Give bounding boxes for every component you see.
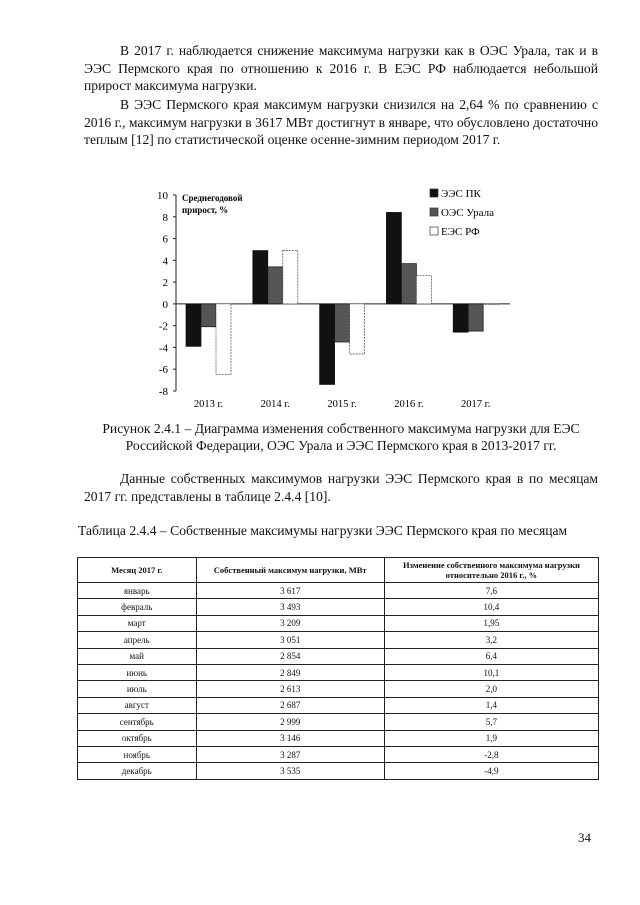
table-caption: Таблица 2.4.4 – Собственные максимумы нагрузки ЭЭС Пермского края по месяцам (78, 523, 568, 538)
table-cell: 3,2 (384, 632, 598, 648)
table-cell: май (78, 648, 197, 664)
bar (253, 251, 268, 304)
table-row (78, 583, 599, 599)
y-tick-label: -8 (158, 386, 168, 398)
table-cell: февраль (78, 599, 197, 615)
table-cell: 3 146 (196, 730, 384, 746)
legend-swatch (430, 208, 438, 216)
header-month: Месяц 2017 г. (78, 558, 197, 583)
table-cell: 3 617 (196, 583, 384, 599)
table-cell: июль (78, 681, 197, 697)
table-cell: сентябрь (78, 714, 197, 730)
table-cell: 1,9 (384, 730, 598, 746)
y-tick-label: 10 (157, 190, 168, 202)
table-cell: март (78, 615, 197, 631)
bar (320, 304, 335, 385)
table-row (78, 730, 599, 746)
table-cell: апрель (78, 632, 197, 648)
table-row (78, 697, 599, 713)
table-row (78, 664, 599, 680)
legend-label: ЭЭС ПК (441, 188, 481, 200)
chart-title-line2: прирост, % (182, 205, 229, 215)
table-cell: ноябрь (78, 746, 197, 762)
y-tick-label: 2 (162, 277, 168, 290)
bar (201, 304, 216, 327)
table-cell: 6,4 (384, 648, 598, 664)
paragraph-1: В 2017 г. наблюдается снижение максимума нагрузки как в ОЭС Урала, так и в ЭЭС Пермского края по отношению к 2016 г. В ЕЭС РФ наблюдается небольшой прирост максимума нагрузки. (84, 43, 598, 93)
table-row (78, 763, 599, 779)
table-cell: 1,95 (384, 615, 598, 631)
bars (186, 212, 498, 384)
table-row (78, 681, 599, 697)
table-row (78, 648, 599, 664)
paragraph-2: В ЭЭС Пермского края максимум нагрузки снизился на 2,64 % по сравнению с 2016 г., максимум нагрузки в 3617 МВт достигнут в январе, что обусловлено достаточно теплым [12] по статистической оценке осенне-зимним периодом 2017 г. (84, 97, 598, 147)
chart-title: Среднегодовой (182, 193, 243, 203)
table-row (78, 632, 599, 648)
y-tick-label: -6 (158, 364, 168, 377)
table-cell: январь (78, 583, 197, 599)
table-cell: 3 051 (196, 632, 384, 648)
bar-chart (140, 183, 540, 413)
table-cell: 5,7 (384, 714, 598, 730)
table-cell: 3 535 (196, 763, 384, 779)
figure-caption: Рисунок 2.4.1 – Диаграмма изменения собственного максимума нагрузки для ЕЭС Российской Федерации, ОЭС Урала и ЭЭС Пермского края в 2013-2017 гг. (102, 421, 580, 453)
table-cell: 3 287 (196, 746, 384, 762)
table-cell: 3 209 (196, 615, 384, 631)
bar (186, 304, 201, 346)
page-number: 34 (578, 830, 591, 845)
bar (453, 304, 468, 332)
y-tick-label: 6 (162, 233, 168, 246)
bar (216, 304, 231, 375)
y-tick-label: 0 (162, 298, 168, 311)
y-tick-label: -2 (158, 320, 168, 333)
x-tick-label: 2013 г. (193, 399, 224, 410)
bar (268, 267, 283, 304)
y-tick-label: 8 (162, 211, 168, 224)
bar (283, 251, 298, 304)
table-row (78, 615, 599, 631)
table-cell: -2,8 (384, 746, 598, 762)
y-tick-label: -4 (158, 342, 168, 355)
table-cell: 2 999 (196, 714, 384, 730)
table-cell: 2,0 (384, 681, 598, 697)
bar (416, 276, 431, 304)
table-cell: -4,9 (384, 763, 598, 779)
bar (483, 304, 498, 305)
table-cell: 2 613 (196, 681, 384, 697)
legend-swatch (430, 227, 438, 235)
x-axis-labels (194, 399, 491, 410)
header-max-load: Собственный максимум нагрузки, МВт (196, 558, 384, 583)
table-cell: декабрь (78, 763, 197, 779)
table-cell: август (78, 697, 197, 713)
legend (430, 188, 494, 238)
table-cell: 7,6 (384, 583, 598, 599)
table-row (78, 599, 599, 615)
x-tick-label: 2017 г. (461, 399, 491, 410)
x-tick-label: 2015 г. (327, 399, 357, 410)
table-cell: 1,4 (384, 697, 598, 713)
x-tick-label: 2014 г. (260, 399, 290, 410)
x-tick-label: 2016 г. (394, 399, 424, 410)
legend-label: ЕЭС РФ (441, 226, 480, 238)
legend-swatch (430, 189, 438, 197)
table-cell: 2 687 (196, 697, 384, 713)
table-cell: 2 849 (196, 664, 384, 680)
table-row (78, 746, 599, 762)
legend-label: ОЭС Урала (441, 207, 494, 219)
header-change: Изменение собственного максимума нагрузки относительно 2016 г., % (384, 558, 598, 583)
table-cell: 10,1 (384, 664, 598, 680)
load-table (77, 557, 599, 780)
table-row (78, 714, 599, 730)
paragraph-3: Данные собственных максимумов нагрузки ЭЭС Пермского края в по месяцам 2017 гг. представлены в таблице 2.4.4 [10]. (84, 471, 598, 504)
bar (335, 304, 350, 342)
table-cell: 10,4 (384, 599, 598, 615)
table-cell: 2 854 (196, 648, 384, 664)
table-cell: июнь (78, 664, 197, 680)
bar (386, 212, 401, 303)
bar (350, 304, 365, 354)
bar (468, 304, 483, 331)
table-cell: октябрь (78, 730, 197, 746)
bar (401, 264, 416, 304)
y-tick-label: 4 (162, 255, 168, 268)
table-cell: 3 493 (196, 599, 384, 615)
